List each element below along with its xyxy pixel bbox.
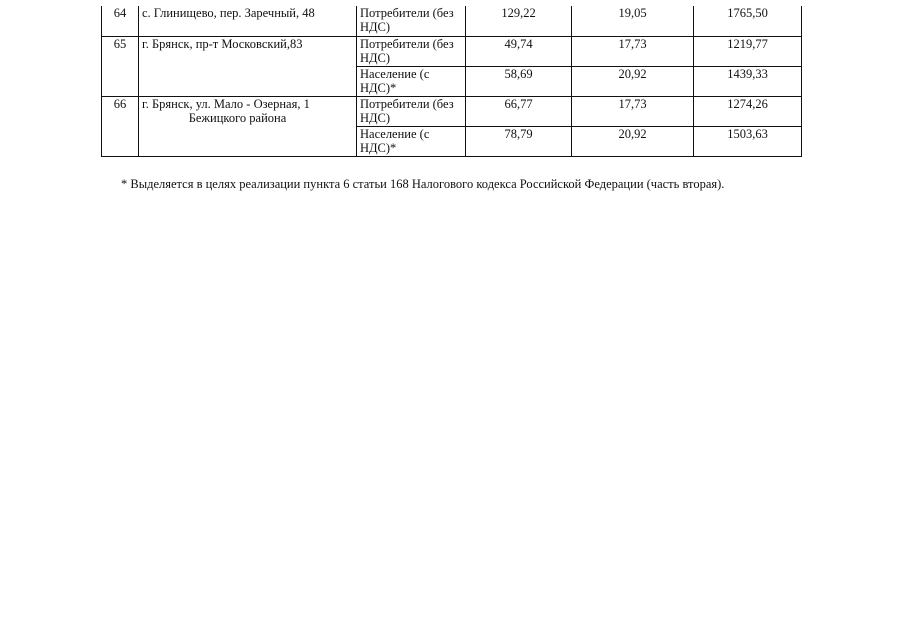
value-col-3: 1765,50: [694, 6, 802, 36]
table-row: [102, 96, 802, 126]
address-line: г. Брянск, ул. Мало - Озерная, 1: [142, 96, 310, 111]
value-col-1: 66,77: [466, 96, 572, 126]
value-col-1: 49,74: [466, 36, 572, 66]
address-cell: [139, 36, 357, 96]
consumer-category: Потребители (без НДС): [357, 36, 466, 66]
footnote-text: * Выделяется в целях реализации пункта 6 статьи 168 Налогового кодекса Российской Федерации (часть вторая).: [121, 177, 725, 191]
value-col-1: 58,69: [466, 66, 572, 96]
table-row: [102, 36, 802, 66]
address-district: Бежицкого района: [188, 110, 287, 125]
value-col-2: 19,05: [572, 6, 694, 36]
value-col-3: 1219,77: [694, 36, 802, 66]
consumer-category: Население (с НДС)*: [357, 66, 466, 96]
value-col-1: 78,79: [466, 126, 572, 156]
consumer-category: Потребители (без НДС): [357, 6, 466, 36]
value-col-1: 129,22: [466, 6, 572, 36]
value-col-3: 1503,63: [694, 126, 802, 156]
row-number: 66: [102, 96, 139, 156]
tariff-table: [101, 6, 802, 157]
value-col-2: 20,92: [572, 126, 694, 156]
value-col-3: 1274,26: [694, 96, 802, 126]
address-line: г. Брянск, пр-т Московский,83: [142, 36, 303, 51]
consumer-category: Население (с НДС)*: [357, 126, 466, 156]
address-cell: [139, 96, 357, 156]
address-cell: [139, 6, 357, 36]
value-col-2: 20,92: [572, 66, 694, 96]
row-number: 65: [102, 36, 139, 96]
row-number: 64: [102, 6, 139, 36]
value-col-3: 1439,33: [694, 66, 802, 96]
address-line: с. Глинищево, пер. Заречный, 48: [142, 6, 315, 20]
value-col-2: 17,73: [572, 36, 694, 66]
value-col-2: 17,73: [572, 96, 694, 126]
table-row: [102, 6, 802, 36]
consumer-category: Потребители (без НДС): [357, 96, 466, 126]
